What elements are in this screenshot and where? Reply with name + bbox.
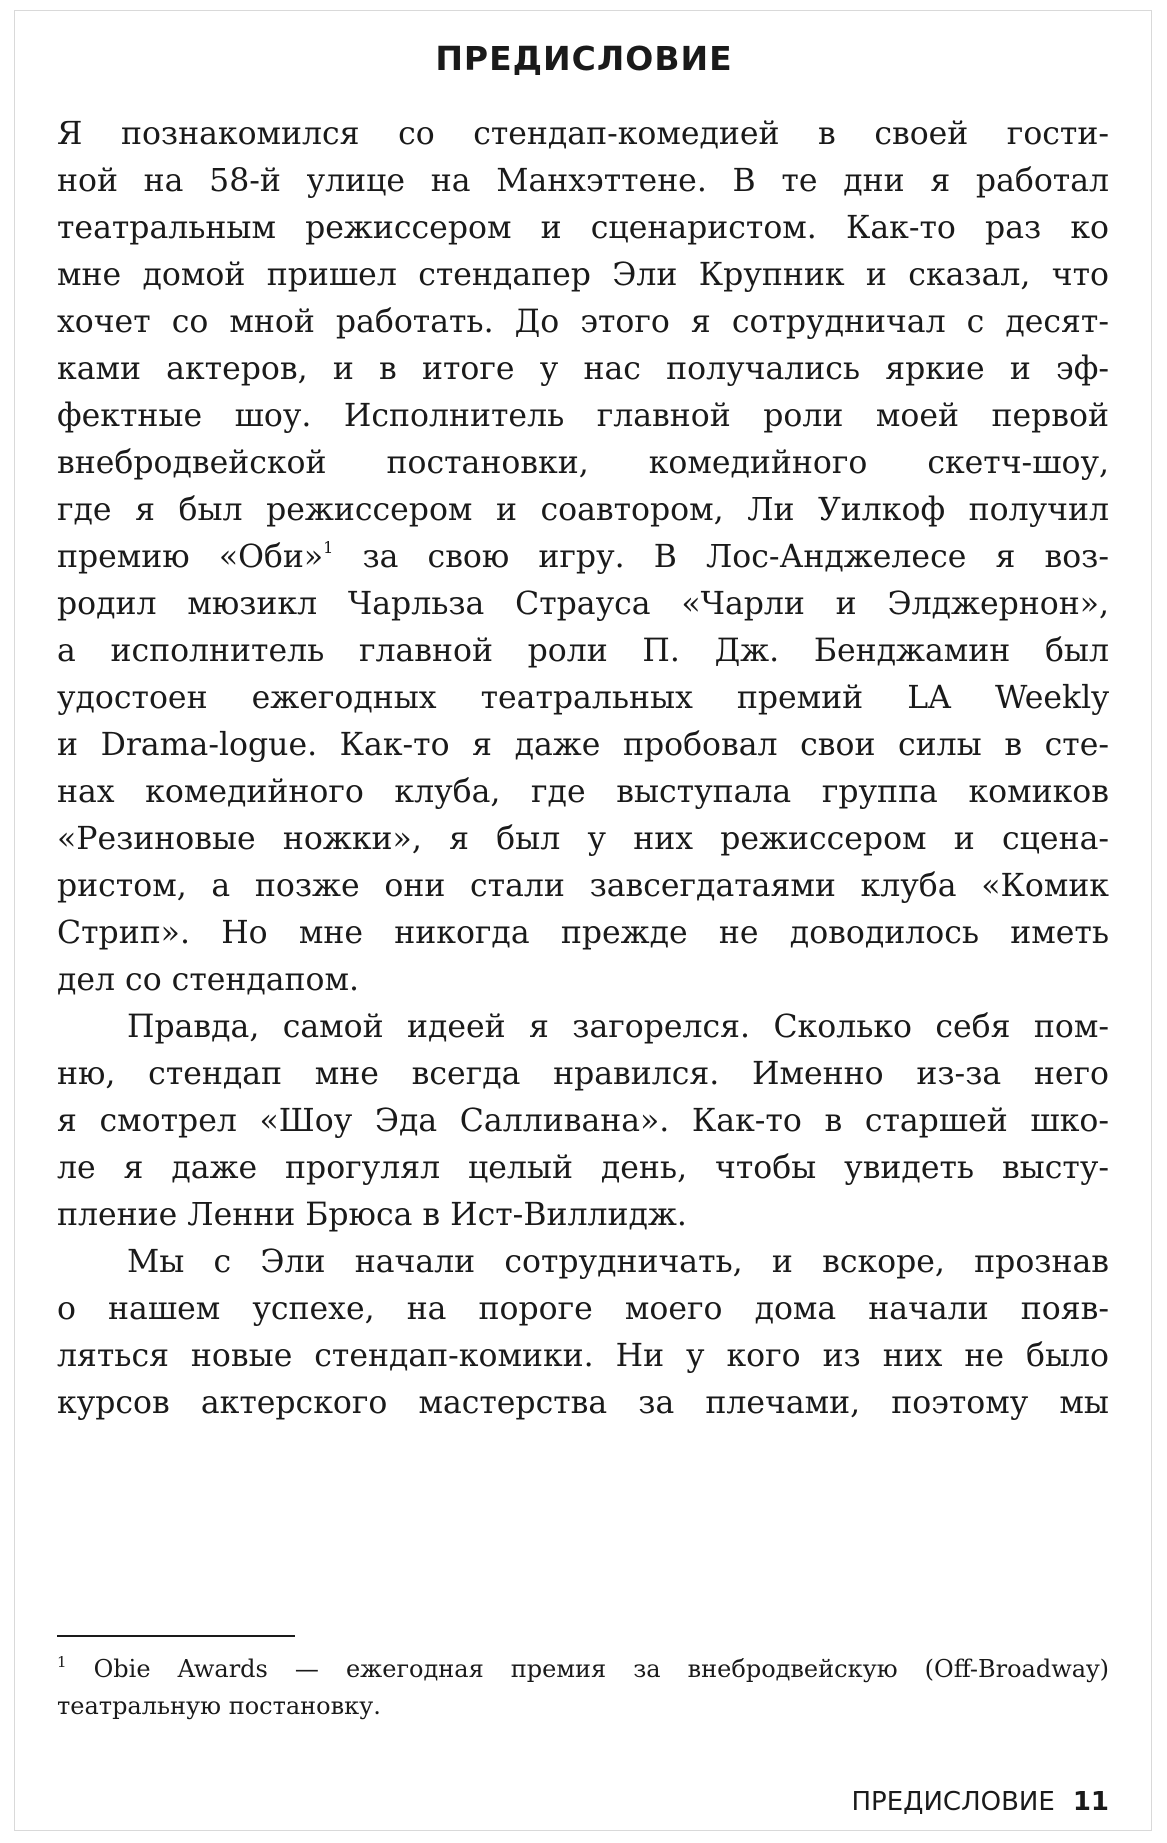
- text-line: и Drama-logue. Как-то я даже пробовал свои силы в сте-: [57, 727, 1109, 763]
- running-title: ПРЕДИСЛОВИЕ: [851, 1787, 1055, 1817]
- text-line: пление Ленни Брюса в Ист-Виллидж.: [57, 1197, 687, 1233]
- running-footer: [852, 1787, 1110, 1817]
- book-page: [14, 10, 1152, 1831]
- text-line: ляться новые стендап-комики. Ни у кого из них не было: [57, 1338, 1109, 1374]
- text-segment: премию «Оби»: [57, 539, 324, 575]
- text-line: хочет со мной работать. До этого я сотрудничал с десят-: [57, 304, 1109, 340]
- paragraph-first-line: Мы с Эли начали сотрудничать, и вскоре, прознав: [127, 1244, 1109, 1280]
- text-line: нах комедийного клуба, где выступала группа комиков: [57, 774, 1109, 810]
- text-line: Стрип». Но мне никогда прежде не доводилось иметь: [57, 915, 1109, 951]
- text-line: я смотрел «Шоу Эда Салливана». Как-то в старшей шко-: [57, 1103, 1109, 1139]
- text-line: ле я даже прогулял целый день, чтобы увидеть высту-: [57, 1150, 1109, 1186]
- text-line: Я познакомился со стендап-комедией в своей гости-: [57, 116, 1109, 152]
- footnote-line: театральную постановку.: [57, 1692, 381, 1720]
- body-text: [57, 111, 1109, 1427]
- text-line: о нашем успехе, на пороге моего дома начали появ-: [57, 1291, 1109, 1327]
- text-line: дел со стендапом.: [57, 962, 360, 998]
- text-line: внебродвейской постановки, комедийного скетч-шоу,: [57, 445, 1109, 481]
- footnote-text: Obie Awards — ежегодная премия за внебродвейскую (Off-Broadway): [66, 1655, 1109, 1683]
- text-line: театральным режиссером и сценаристом. Как-то раз ко: [57, 210, 1109, 246]
- text-line: «Резиновые ножки», я был у них режиссером и сцена-: [57, 821, 1109, 857]
- text-line: родил мюзикл Чарльза Страуса «Чарли и Элджернон»,: [57, 586, 1109, 622]
- text-line: ристом, а позже они стали завсегдатаями клуба «Комик: [57, 868, 1109, 904]
- text-segment: за свою игру. В Лос-Анджелесе я воз-: [333, 539, 1109, 575]
- footnote-divider: [57, 1635, 295, 1637]
- footnote-line: [57, 1651, 1109, 1688]
- text-line: фектные шоу. Исполнитель главной роли моей первой: [57, 398, 1109, 434]
- footnote-marker: 1: [57, 1653, 67, 1671]
- text-line: где я был режиссером и соавтором, Ли Уилкоф получил: [57, 492, 1109, 528]
- text-line: курсов актерского мастерства за плечами, поэтому мы: [57, 1385, 1109, 1421]
- chapter-title: ПРЕДИСЛОВИЕ: [435, 39, 733, 78]
- text-line-with-footnote: [57, 534, 1109, 581]
- text-line: а исполнитель главной роли П. Дж. Бенджамин был: [57, 633, 1109, 669]
- text-line: ной на 58-й улице на Манхэттене. В те дни я работал: [57, 163, 1109, 199]
- text-line: ню, стендап мне всегда нравился. Именно из-за него: [57, 1056, 1109, 1092]
- text-line: ками актеров, и в итоге у нас получались яркие и эф-: [57, 351, 1109, 387]
- footnote: [57, 1651, 1109, 1725]
- text-line: мне домой пришел стендапер Эли Крупник и сказал, что: [57, 257, 1109, 293]
- footnote-reference[interactable]: 1: [323, 538, 334, 557]
- text-line: удостоен ежегодных театральных премий LA Weekly: [57, 680, 1109, 716]
- paragraph-first-line: Правда, самой идеей я загорелся. Сколько себя пом-: [127, 1009, 1109, 1045]
- page-number: 11: [1072, 1787, 1109, 1817]
